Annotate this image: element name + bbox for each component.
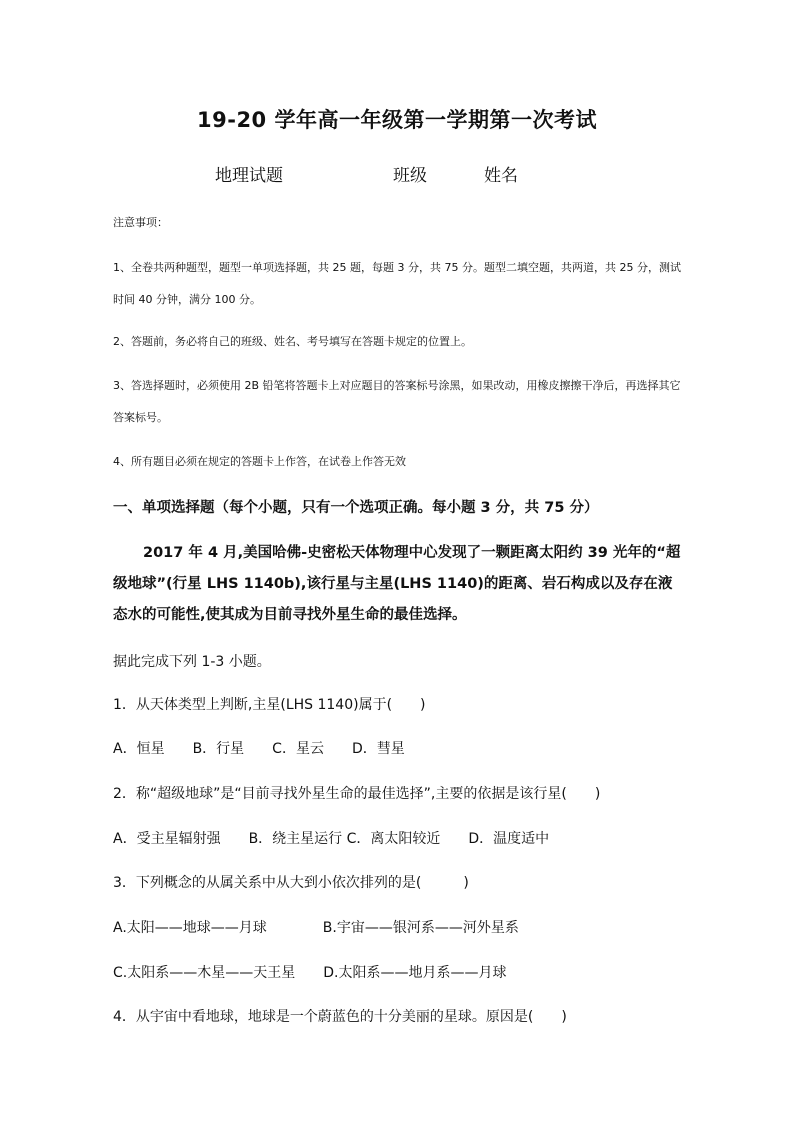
- passage: 2017 年 4 月,美国哈佛-史密松天体物理中心发现了一颗距离太阳约 39 光年的“超级地球”(行星 LHS 1140b),该行星与主星(LHS 1140)的距离、岩石构成以及存在液态水的可能性,使其成为目前寻找外星生命的最佳选择。: [113, 545, 681, 623]
- question-2: 2．称“超级地球”是“目前寻找外星生命的最佳选择”,主要的依据是该行星( ): [113, 786, 601, 802]
- instruction: 据此完成下列 1-3 小题。: [113, 654, 271, 670]
- question-3-options-cd: C.太阳系——木星——天王星 D.太阳系——地月系——月球: [113, 965, 507, 981]
- exam-title: 19-20 学年高一年级第一学期第一次考试: [197, 108, 597, 132]
- question-3: 3．下列概念的从属关系中从大到小依次排列的是( ): [113, 875, 469, 891]
- name-label: 姓名: [484, 166, 518, 186]
- question-3-options-ab: A.太阳——地球——月球 B.宇宙——银河系——河外星系: [113, 920, 519, 936]
- notes-heading: 注意事项：: [113, 216, 168, 229]
- section-heading: 一、单项选择题（每个小题，只有一个选项正确。每小题 3 分，共 75 分）: [113, 500, 599, 516]
- note-item: 1、全卷共两种题型，题型一单项选择题，共 25 题，每题 3 分，共 75 分。题型二填空题，共两道，共 25 分，测试时间 40 分钟，满分 100 分。: [113, 261, 681, 306]
- question-4: 4．从宇宙中看地球，地球是一个蔚蓝色的十分美丽的星球。原因是( ): [113, 1009, 567, 1025]
- note-item: 4、所有题目必须在规定的答题卡上作答，在试卷上作答无效: [113, 455, 406, 468]
- question-2-options: A．受主星辐射强 B．绕主星运行 C．离太阳较近 D．温度适中: [113, 831, 550, 847]
- note-item: 2、答题前，务必将自己的班级、姓名、考号填写在答题卡规定的位置上。: [113, 335, 472, 348]
- question-1: 1．从天体类型上判断,主星(LHS 1140)属于( ): [113, 697, 426, 713]
- question-1-options: A．恒星 B．行星 C．星云 D．彗星: [113, 741, 405, 757]
- note-item: 3、答选择题时，必须使用 2B 铅笔将答题卡上对应题目的答案标号涂黑，如果改动，用橡皮擦擦干净后，再选择其它答案标号。: [113, 379, 681, 424]
- class-label: 班级: [393, 166, 427, 186]
- subject-label: 地理试题: [215, 166, 283, 186]
